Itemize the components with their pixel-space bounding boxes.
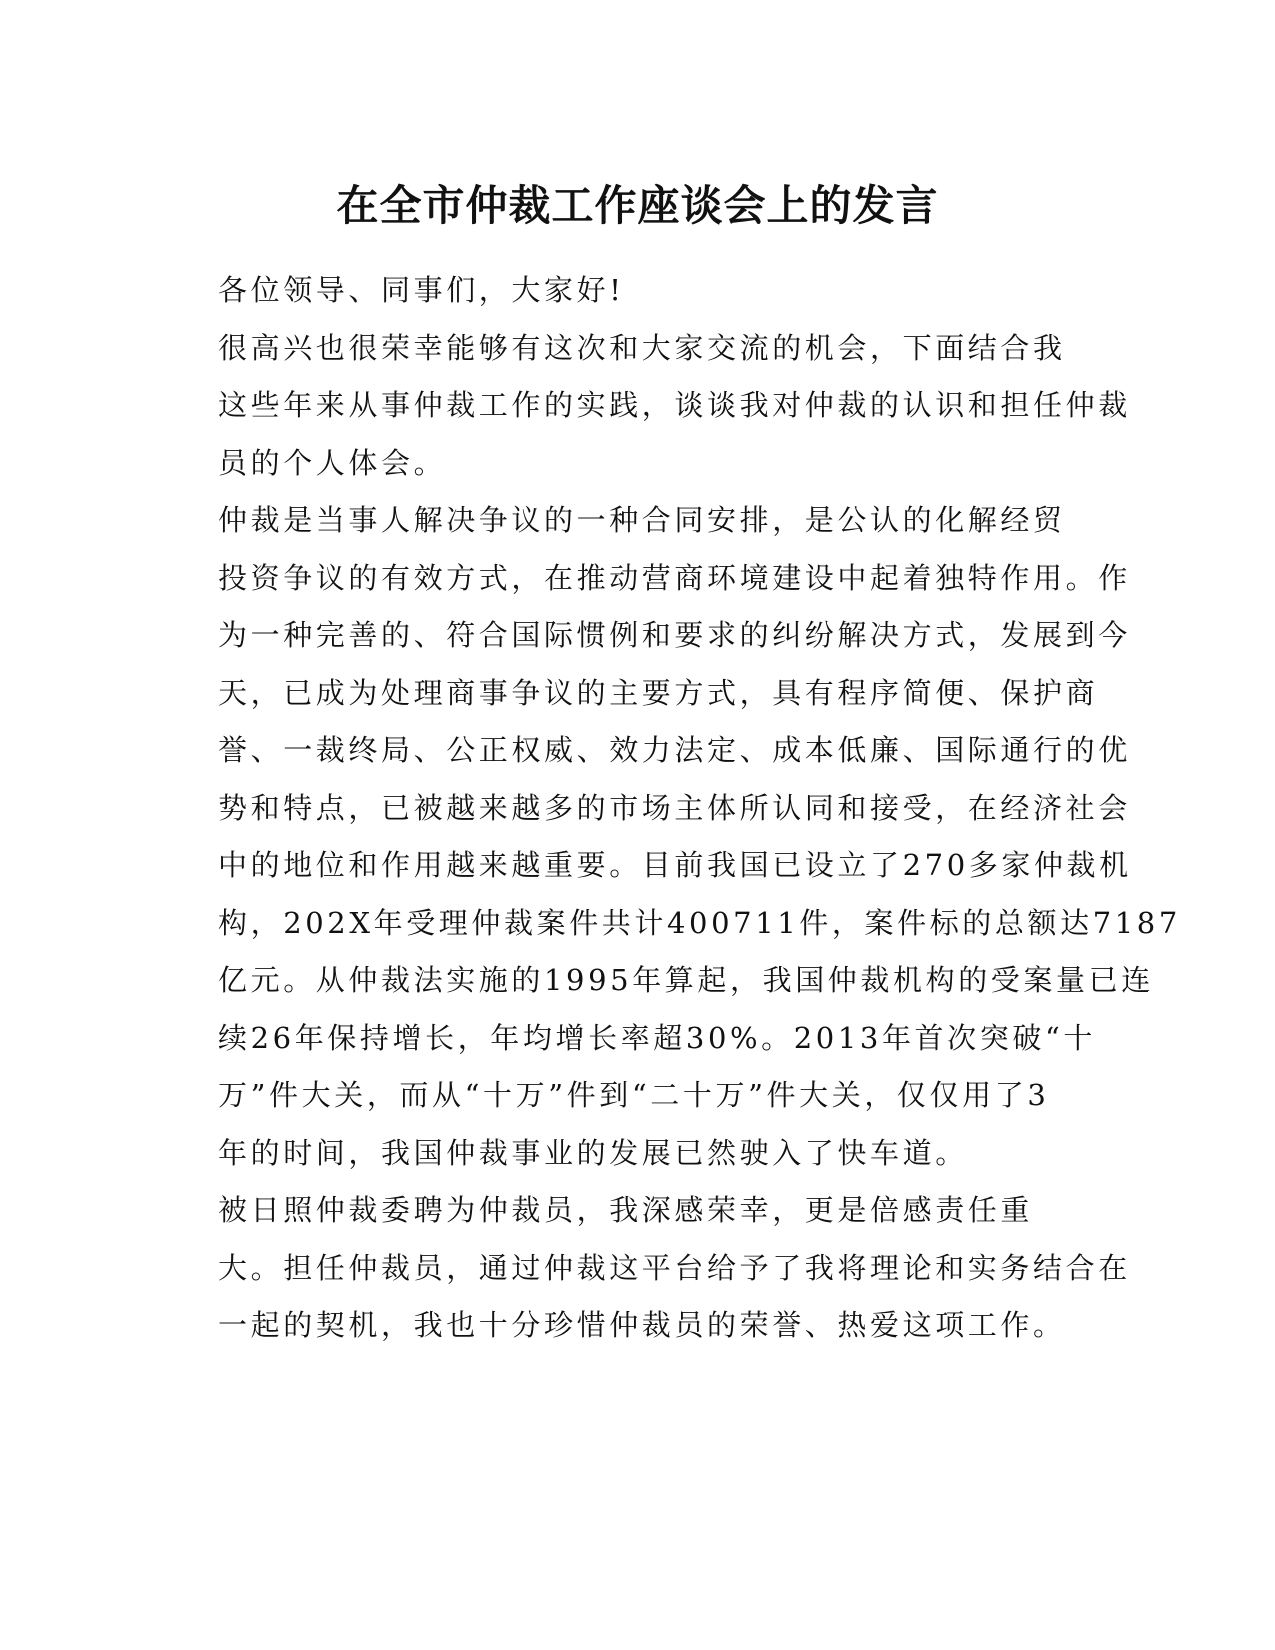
text-line: 仲裁是当事人解决争议的一种合同安排，是公认的化解经贸 <box>218 503 1066 537</box>
text-line: 万”件大关，而从“十万”件到“二十万”件大关，仅仅用了3 <box>218 1078 1050 1112</box>
document-title: 在全市仲裁工作座谈会上的发言 <box>336 181 939 230</box>
paragraph-greeting <box>153 262 1098 320</box>
text-line: 投资争议的有效方式，在推动营商环境建设中起着独特作用。作 <box>218 560 1131 595</box>
text-line: 各位领导、同事们，大家好! <box>218 273 625 307</box>
document-body <box>153 262 1181 1355</box>
text-line: 被日照仲裁委聘为仲裁员，我深感荣幸，更是倍感责任重 <box>218 1193 1034 1227</box>
text-line: 中的地位和作用越来越重要。目前我国已设立了270多家仲裁机 <box>218 848 1132 882</box>
text-line: 续26年保持增长，年均增长率超30%。2013年首次突破“十 <box>218 1020 1096 1055</box>
text-line: 亿元。从仲裁法实施的1995年算起，我国仲裁机构的受案量已连 <box>218 963 1154 997</box>
text-line: 誉、一裁终局、公正权威、效力法定、成本低廉、国际通行的优 <box>218 733 1131 767</box>
text-line: 年的时间，我国仲裁事业的发展已然驶入了快车道。 <box>218 1135 968 1170</box>
text-line: 天，已成为处理商事争议的主要方式，具有程序简便、保护商 <box>218 675 1099 710</box>
text-line: 为一种完善的、符合国际惯例和要求的纠纷解决方式，发展到今 <box>218 618 1131 652</box>
text-line: 员的个人体会。 <box>218 445 447 480</box>
paragraph-arbitration-overview <box>153 492 1181 1182</box>
paragraph-personal-reflection <box>153 1182 1131 1355</box>
text-line: 势和特点，已被越来越多的市场主体所认同和接受，在经济社会 <box>218 790 1131 825</box>
text-line: 这些年来从事仲裁工作的实践，谈谈我对仲裁的认识和担任仲裁 <box>218 388 1131 422</box>
text-line: 构，202X年受理仲裁案件共计400711件，案件标的总额达7187 <box>218 905 1181 940</box>
text-line: 大。担任仲裁员，通过仲裁这平台给予了我将理论和实务结合在 <box>218 1250 1131 1285</box>
text-line: 很高兴也很荣幸能够有这次和大家交流的机会，下面结合我 <box>218 330 1066 365</box>
paragraph-introduction <box>153 320 1131 493</box>
text-line: 一起的契机，我也十分珍惜仲裁员的荣誉、热爱这项工作。 <box>218 1308 1066 1342</box>
